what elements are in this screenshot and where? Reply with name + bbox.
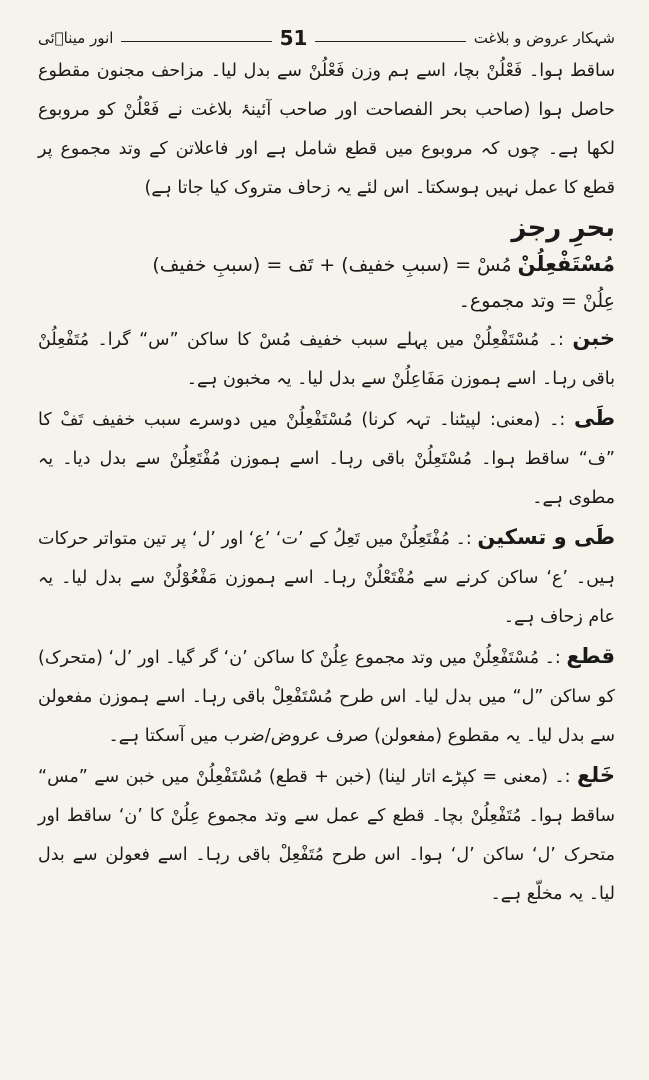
entry-term: خبن: [572, 326, 615, 350]
entry-text: :۔ (معنی = کپڑے اتار لینا) (خبن + قطع) مُسْتَفْعِلُنْ میں خبن سے ”مس“ ساقط ہوا۔ مُتَفْعِلُنْ بچا۔ قطع کے عمل سے وتد مجموع عِلُنْ کا ’ن‘ ساقط اور متحرک ’ل‘ ساکن ’ل‘ ہوا۔ اس طرح مُتَفْعِلْ باقی رہا۔ اسے فعولن سے بدل لیا۔ یہ مخلّع ہے۔: [38, 767, 615, 904]
entry-khala: [38, 756, 615, 914]
formula-lead: مُسْتَفْعِلُنْ: [517, 252, 615, 276]
book-title: شہکار عروض و بلاغت: [473, 29, 615, 47]
author-name: انور میناؔئی: [37, 29, 114, 47]
entry-text: :۔ (معنی: لپیٹنا۔ تہہ کرنا) مُسْتَفْعِلُنْ میں دوسرے سبب خفیف تَفْ کا ”ف“ ساقط ہوا۔ مُسْتَعِلُنْ باقی رہا۔ اسے ہموزن مُفْتَعِلُنْ سے بدل دیا۔ یہ مطوی ہے۔: [38, 410, 615, 508]
page-header: [38, 28, 615, 52]
page-body: [38, 52, 615, 914]
entry-term: طَی و تسکین: [477, 525, 615, 549]
formula-part: مُسْ = (سببِ خفیف) + تَف = (سببِ خفیف): [152, 254, 512, 276]
section-heading: بحرِ رجز: [511, 213, 615, 243]
page-number: 51: [279, 26, 308, 50]
formula-part: عِلُنْ = وتد مجموع۔: [458, 290, 615, 312]
entry-tay-taskeen: [38, 518, 615, 637]
entry-text: :۔ مُسْتَفْعِلُنْ میں پہلے سبب خفیف مُسْ کا ساکن ”س“ گرا۔ مُتَفْعِلُنْ باقی رہا۔ اسے ہموزن مَفَاعِلُنْ سے بدل لیا۔ یہ مخبون ہے۔: [38, 330, 615, 389]
header-rule: [315, 41, 465, 42]
meter-formula: [38, 246, 615, 283]
entry-khabn: [38, 319, 615, 399]
entry-term: خَلع: [576, 763, 615, 787]
entry-tay: [38, 399, 615, 518]
entry-term: قطع: [566, 644, 615, 668]
entry-term: طَی: [573, 406, 615, 430]
entry-text: :۔ مُفْتَعِلُنْ میں تَعِلُ کے ’ت‘ ’ع‘ اور ’ل‘ پر تین متواتر حرکات ہیں۔ ’ع‘ ساکن کرنے سے مُفْتَعْلُنْ رہا۔ اسے ہموزن مَفْعُوْلُنْ سے بدل لیا۔ یہ عام زحاف ہے۔: [38, 529, 615, 627]
entry-text: :۔ مُسْتَفْعِلُنْ میں وتد مجموع عِلُنْ کا ساکن ’ن‘ گر گیا۔ اور ’ل‘ (متحرک) کو ساکن ”ل“ میں بدل لیا۔ اس طرح مُسْتَفْعِلْ باقی رہا۔ اسے ہموزن مفعولن سے بدل لیا۔ یہ مقطوع (مفعولن) صرف عروض/ضرب میں آسکتا ہے۔: [38, 648, 615, 746]
entry-qata: [38, 637, 615, 756]
paragraph: ساقط ہوا۔ فَعْلُنْ بچا، اسے ہم وزن فَعْلُنْ سے بدل لیا۔ مزاحف مجنون مقطوع حاصل ہوا (صاحب بحر الفصاحت اور صاحب آئینۂ بلاغت نے فَعْلُنْ کو مروبوع لکھا ہے۔ چوں کہ مروبوع میں قطع شامل ہے اور فاعلاتن کے وتد مجموع پر قطع کا عمل نہیں ہوسکتا۔ اس لئے یہ زحاف متروک کیا جاتا ہے): [38, 61, 615, 198]
header-rule: [121, 41, 271, 42]
meter-formula-line-2: [38, 283, 615, 319]
